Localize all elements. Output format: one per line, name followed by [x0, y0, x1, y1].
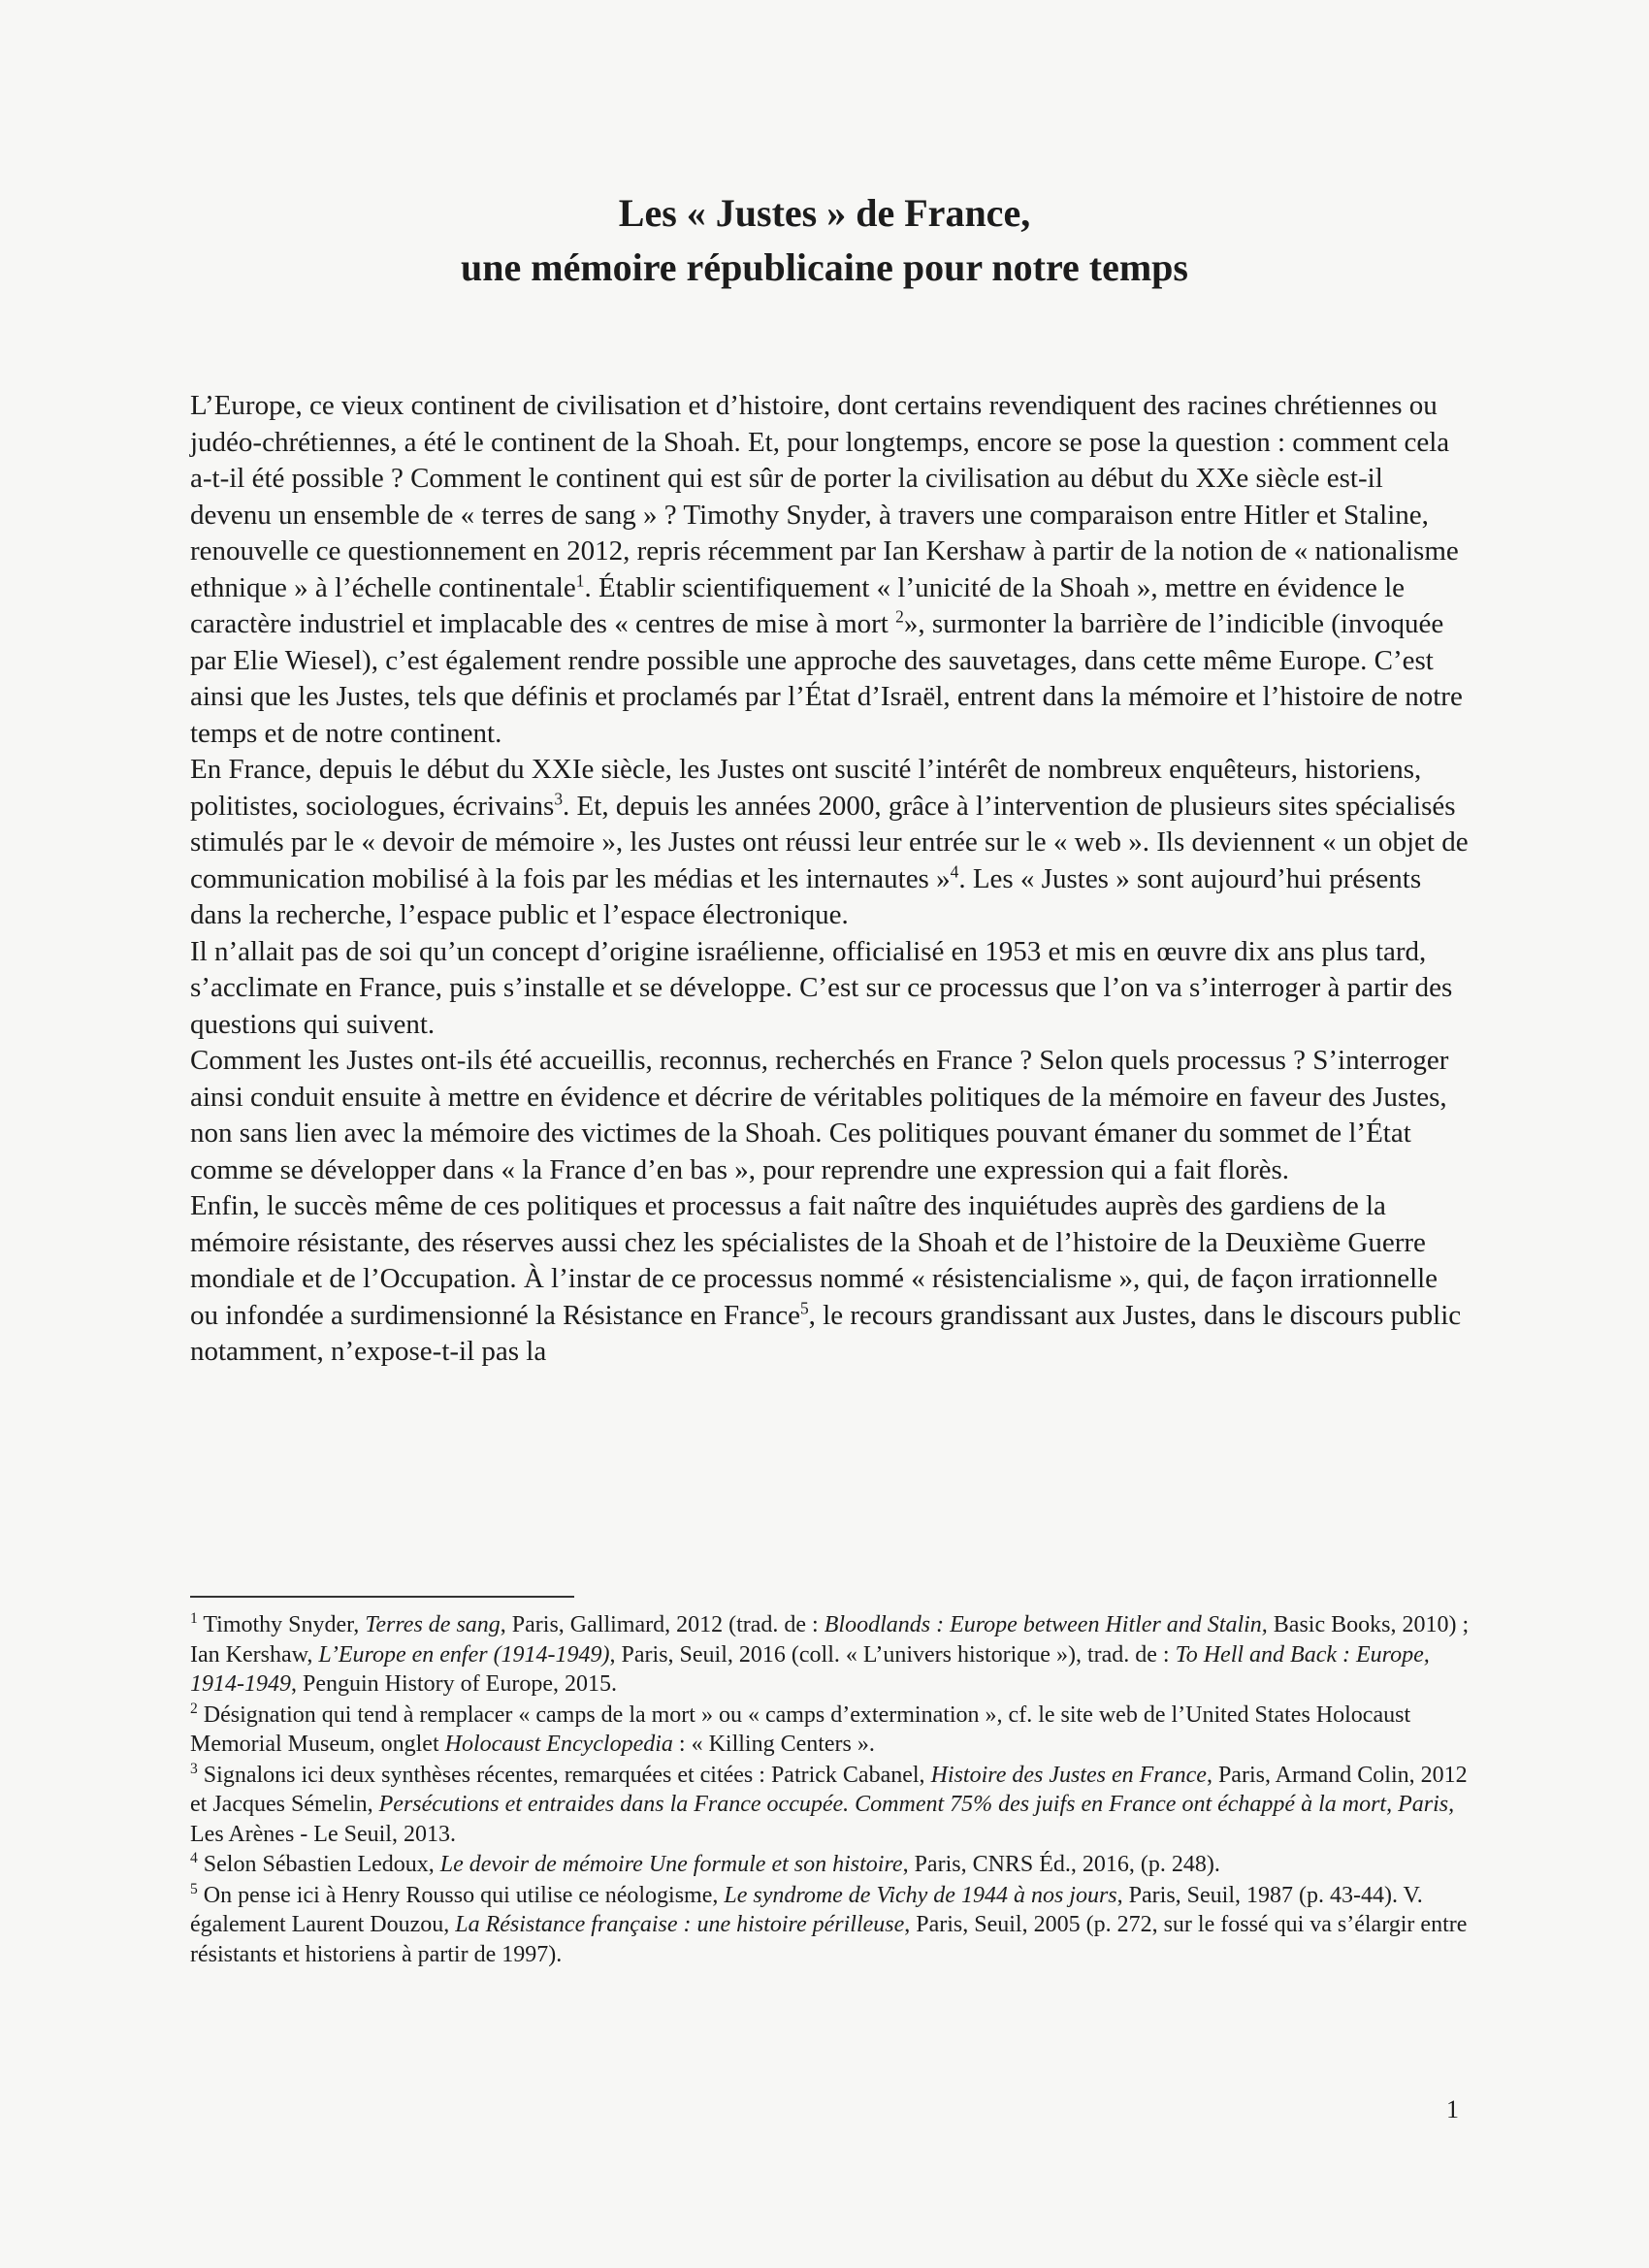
page-number: 1 — [1446, 2095, 1459, 2123]
title-line-2: une mémoire républicaine pour notre temps — [461, 245, 1188, 289]
paragraph — [190, 1043, 1471, 1188]
footnote-italic-text: To Hell and Back : Europe, 1914-1949 — [190, 1641, 1430, 1697]
footnote-text: Signalons ici deux synthèses récentes, remarquées et citées : Patrick Cabanel, — [197, 1762, 931, 1788]
footnote-ref: 2 — [895, 606, 904, 627]
paragraph — [190, 752, 1471, 934]
paragraph-text: En France, depuis le début du XXIe siècle, les Justes ont suscité l’intérêt de nombreux enquêteurs, historiens, politistes, sociologues, écrivains — [190, 754, 1422, 822]
footnote-italic-text: Le syndrome de Vichy de 1944 à nos jours — [724, 1882, 1117, 1908]
footnote-italic-text: Le devoir de mémoire Une formule et son histoire — [439, 1852, 903, 1877]
paragraph-text: », surmonter la barrière de l’indicible (invoquée par Elie Wiesel), c’est également rendre possible une approche des sauvetages, dans cette même Europe. C’est ainsi que les Justes, tels que définis et proclamés par l’État d’Israël, entrent dans la mémoire et l’histoire de notre temps et de notre continent. — [190, 608, 1463, 749]
footnote-ref: 5 — [799, 1297, 809, 1317]
footnote-text: , Paris, Armand Colin, 2012 et Jacques Sémelin, — [190, 1762, 1468, 1817]
footnote-separator — [190, 1596, 574, 1598]
footnote-text: Timothy Snyder, — [197, 1612, 366, 1637]
footnote — [190, 1701, 1471, 1760]
footnote-italic-text: L’Europe en enfer (1914-1949) — [318, 1641, 610, 1668]
footnote-italic-text: Holocaust Encyclopedia — [444, 1732, 673, 1757]
paragraph — [190, 934, 1471, 1044]
footnote-number: 1 — [190, 1610, 198, 1627]
footnote-text: Les Arènes - Le Seuil, 2013. — [190, 1821, 456, 1847]
footnote-italic-text: Histoire des Justes en France — [930, 1762, 1207, 1788]
paragraph-text: Enfin, le succès même de ces politiques et processus a fait naître des inquiétudes auprès des gardiens de la mémoire résistante, des réserves aussi chez les spécialistes de la Shoah et de l’histoire de la Deuxième Guerre mondiale et de l’Occupation. À l’instar de ce processus nommé « résistencialisme », qui, de façon irrationnelle ou infondée a surdimensionné la Résistance en France — [190, 1190, 1439, 1331]
footnote-italic-text: La Résistance française : une histoire périlleuse — [455, 1912, 905, 1937]
document-title — [0, 186, 1649, 295]
body-text — [190, 388, 1471, 1371]
footnote-number: 5 — [190, 1880, 198, 1897]
footnote-ref: 3 — [554, 788, 564, 808]
footnote-italic-text: Persécutions et entraides dans la France occupée. Comment 75% des juifs en France ont échappé à la mort, Paris, — [378, 1792, 1455, 1817]
footnote-text: Basic Books, 2010) ; Ian Kershaw, — [190, 1612, 1470, 1668]
footnote-ref: 4 — [950, 860, 959, 881]
footnote-text: , Paris, Seuil, 1987 (p. 43-44). V. également Laurent Douzou, — [190, 1882, 1423, 1937]
paragraph-text: Il n’allait pas de soi qu’un concept d’origine israélienne, officialisé en 1953 et mis en œuvre dix ans plus tard, s’acclimate en France, puis s’installe et se développe. C’est sur ce processus que l’on va s’interroger à partir des questions qui suivent. — [190, 935, 1453, 1040]
footnote-ref: 1 — [575, 569, 585, 590]
footnote — [190, 1761, 1471, 1850]
footnote-text: , Penguin History of Europe, 2015. — [291, 1671, 617, 1697]
footnote-text: : « Killing Centers ». — [672, 1732, 875, 1757]
footnote-number: 4 — [190, 1850, 198, 1866]
footnote-text: , Paris, CNRS Éd., 2016, (p. 248). — [902, 1852, 1220, 1877]
footnote-text: Désignation qui tend à remplacer « camps de la mort » ou « camps d’extermination », cf. le site web de l’United States Holocaust Memorial Museum, onglet — [190, 1701, 1411, 1757]
footnote-text: , Paris, Gallimard, 2012 (trad. de : — [500, 1612, 824, 1637]
footnote — [190, 1850, 1471, 1880]
footnote-number: 3 — [190, 1760, 198, 1777]
footnote — [190, 1881, 1471, 1970]
footnote-text: , Paris, Seuil, 2005 (p. 272, sur le fossé qui va s’élargir entre résistants et historiens à partir de 1997). — [190, 1912, 1468, 1967]
paragraph-text: Comment les Justes ont-ils été accueillis, reconnus, recherchés en France ? Selon quels processus ? S’interroger ainsi conduit ensuite à mettre en évidence et décrire de véritables politiques de la mémoire en faveur des Justes, non sans lien avec la mémoire des victimes de la Shoah. Ces politiques pouvant émaner du sommet de l’État comme se développer dans « la France d’en bas », pour reprendre une expression qui a fait florès. — [190, 1045, 1449, 1185]
footnote-text: Selon Sébastien Ledoux, — [197, 1852, 440, 1877]
paragraph-text: . Les « Justes » sont aujourd’hui présents dans la recherche, l’espace public et l’espace électronique. — [190, 862, 1422, 930]
footnotes — [190, 1610, 1471, 1970]
footnote-number: 2 — [190, 1700, 198, 1717]
footnote-text: On pense ici à Henry Rousso qui utilise ce néologisme, — [197, 1882, 725, 1908]
paragraph-text: L’Europe, ce vieux continent de civilisation et d’histoire, dont certains revendiquent des racines chrétiennes ou judéo-chrétiennes, a été le continent de la Shoah. Et, pour longtemps, encore se pose la question : comment cela a-t-il été possible ? Comment le continent qui est sûr de porter la civilisation au début du XXe siècle est-il devenu un ensemble de « terres de sang » ? Timothy Snyder, à travers une comparaison entre Hitler et Staline, renouvelle ce questionnement en 2012, repris récemment par Ian Kershaw à partir de la notion de « nationalisme ethnique » à l’échelle continentale — [190, 390, 1459, 603]
paragraph — [190, 388, 1471, 752]
paragraph-text: . Établir scientifiquement « l’unicité de la Shoah », mettre en évidence le caractère industriel et implacable des « centres de mise à mort — [190, 571, 1405, 639]
footnote-text: , Paris, Seuil, 2016 (coll. « L’univers historique »), trad. de : — [609, 1641, 1176, 1668]
paragraph — [190, 1188, 1471, 1371]
paragraph-text: . Et, depuis les années 2000, grâce à l’intervention de plusieurs sites spécialisés stimulés par le « devoir de mémoire », les Justes ont réussi leur entrée sur le « web ». Ils deviennent « un objet de communication mobilisé à la fois par les médias et les internautes » — [190, 790, 1469, 894]
footnote — [190, 1610, 1471, 1700]
footnote-italic-text: Bloodlands : Europe between Hitler and Stalin, — [824, 1612, 1268, 1637]
footnote-italic-text: Terres de sang — [365, 1612, 501, 1637]
paragraph-text: , le recours grandissant aux Justes, dans le discours public notamment, n’expose-t-il pas la — [190, 1299, 1462, 1367]
title-line-1: Les « Justes » de France, — [618, 191, 1031, 235]
